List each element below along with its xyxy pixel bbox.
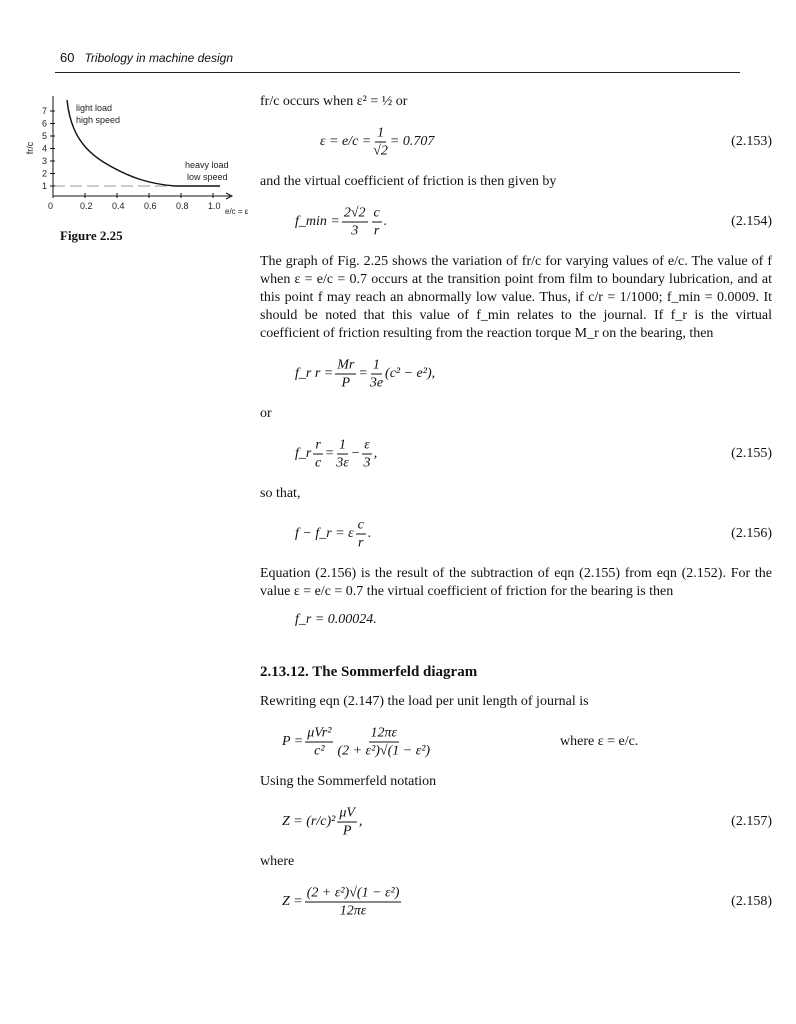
math-part: Z =	[282, 894, 303, 910]
x-tick-label: 0	[48, 201, 54, 211]
math-part: f_r	[295, 446, 312, 462]
text-column	[260, 93, 772, 933]
math-part: c²	[314, 743, 325, 759]
math-part: c	[357, 517, 364, 533]
math-part: (2.156)	[731, 526, 772, 541]
annotation-low-speed: low speed	[187, 172, 228, 182]
paragraph: The graph of Fig. 2.25 shows the variation of fr/c for varying values of e/c. The value of f when ε = e/c = 0.7 occurs at the transition point from film to boundary lubrication, and at this point f may reach an abnormally low value. Thus, if c/r = 1/1000; f_min = 0.0009. It should be noted that this value of f_min relates to the journal. If f_r is the virtual coefficient of friction resulting from the reaction torque M_r on the bearing, then	[260, 254, 772, 341]
math-part: 3e	[369, 375, 384, 391]
math-part: (c² − e²),	[385, 366, 436, 382]
where-clause: where ε = e/c.	[560, 734, 639, 749]
section-heading: 2.13.12. The Sommerfeld diagram	[260, 664, 478, 680]
math-part: r	[315, 437, 321, 453]
math-part: μV	[339, 805, 355, 821]
x-tick-label: 1.0	[208, 201, 221, 211]
math-part: ,	[358, 814, 363, 830]
y-tick-label: 7	[42, 106, 48, 116]
figure-caption: Figure 2.25	[60, 228, 123, 243]
paragraph: Equation (2.156) is the result of the subtraction of eqn (2.155) from eqn (2.152). For the value ε = e/c = 0.7 the virtual coefficient of friction for the bearing is then	[260, 566, 772, 599]
text-line: Using the Sommerfeld notation	[260, 774, 437, 789]
y-tick-label: 6	[42, 118, 48, 129]
fr-value: f_r = 0.00024.	[295, 612, 377, 627]
text-line: fr/c occurs when ε² = ½ or	[260, 94, 408, 109]
math-part: μVr²	[307, 725, 332, 741]
annotation-light-load: light load	[76, 103, 113, 113]
math-part: f_min =	[295, 214, 340, 230]
math-part: 3ε	[336, 455, 349, 471]
math-part: = 0.707	[389, 134, 435, 150]
math-part: −	[350, 446, 361, 462]
math-part: 12πε	[370, 725, 398, 741]
math-part: 1	[339, 437, 347, 453]
equation-2-158	[260, 880, 772, 924]
y-axis-label: fr/c	[25, 141, 35, 155]
math-part: P =	[282, 734, 304, 750]
y-tick-label: 1	[42, 181, 48, 191]
math-part: 12πε	[339, 903, 367, 919]
math-part: Mr	[337, 357, 355, 373]
equation-fr-r	[260, 352, 772, 396]
math-part: 3	[363, 455, 371, 471]
math-part: (2.158)	[731, 894, 772, 909]
math-part: P	[342, 823, 352, 839]
annotation-high-speed: high speed	[76, 115, 121, 125]
math-part: ,	[373, 446, 378, 462]
equation-2-157	[260, 800, 772, 844]
math-part: (2.155)	[731, 446, 772, 461]
math-part: f_r r =	[295, 366, 334, 382]
page-number: 60	[60, 50, 75, 65]
math-part: √2	[373, 143, 388, 159]
math-part: Z =	[282, 814, 303, 830]
x-axis-label: e/c = ε	[225, 207, 249, 216]
equation-2-155	[260, 432, 772, 476]
figure-2-25-chart	[25, 88, 260, 218]
y-tick-label: 4	[42, 143, 48, 154]
x-tick-label: 0.8	[176, 201, 189, 211]
math-part: (2.154)	[731, 214, 772, 229]
text-line: where	[260, 854, 295, 869]
text-line: or	[260, 406, 272, 421]
running-header	[60, 50, 233, 65]
math-part: (r/c)²	[306, 814, 336, 830]
math-part: 3	[351, 223, 359, 239]
math-part: ε = e/c =	[320, 134, 372, 150]
book-title: Tribology in machine design	[84, 51, 233, 65]
math-part: =	[324, 446, 335, 462]
math-part: P	[341, 375, 351, 391]
math-part: ε	[364, 437, 370, 453]
math-part: r	[373, 223, 380, 239]
math-part: 2√2	[343, 205, 366, 221]
math-part: c	[373, 205, 380, 221]
math-part: 1	[377, 125, 385, 141]
equation-2-153	[260, 120, 772, 164]
equation-2-156	[260, 512, 772, 556]
y-tick-label: 3	[42, 156, 48, 166]
math-part: (2 + ε²)√(1 − ε²)	[337, 743, 431, 759]
annotation-heavy-load: heavy load	[185, 160, 229, 170]
x-tick-label: 0.2	[80, 201, 93, 211]
equation-number: (2.153)	[731, 134, 772, 149]
equation-2-154	[260, 200, 772, 244]
text-line: Rewriting eqn (2.147) the load per unit length of journal is	[260, 694, 589, 709]
x-tick-label: 0.4	[112, 201, 125, 211]
math-part: 1	[372, 357, 380, 373]
x-tick-label: 0.6	[144, 201, 157, 211]
equation-load-P	[260, 720, 772, 764]
math-part: r	[358, 535, 364, 551]
text-line: so that,	[260, 486, 301, 501]
header-rule	[55, 72, 740, 73]
math-part: .	[383, 214, 388, 230]
y-tick-label: 2	[42, 168, 48, 179]
math-part: =	[358, 366, 368, 382]
math-part: c	[314, 455, 322, 471]
math-part: (2.157)	[731, 814, 772, 829]
math-part: (2 + ε²)√(1 − ε²)	[306, 885, 400, 901]
text-line: and the virtual coefficient of friction is then given by	[260, 174, 557, 189]
math-part: f − f_r = ε	[295, 526, 354, 542]
math-part: .	[367, 526, 372, 542]
y-tick-label: 5	[42, 131, 48, 141]
